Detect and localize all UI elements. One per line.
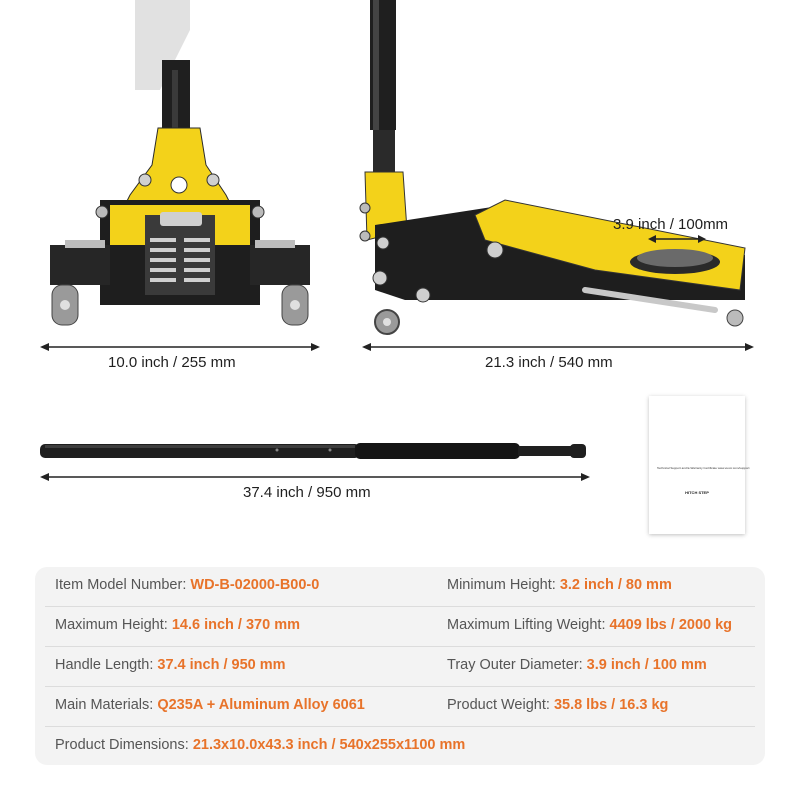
- spec-row: [35, 647, 765, 687]
- handle-length-arrow: [40, 471, 590, 483]
- spec-cell-model: Item Model Number: WD-B-02000-B00-0: [55, 577, 320, 593]
- side-length-label: 21.3 inch / 540 mm: [485, 354, 613, 371]
- spec-cell-dimensions: Product Dimensions: 21.3x10.0x43.3 inch / 540x255x1100 mm: [55, 737, 466, 753]
- spec-cell-weight: Product Weight: 35.8 lbs / 16.3 kg: [447, 697, 669, 713]
- handle-length-label: 37.4 inch / 950 mm: [243, 484, 371, 501]
- spec-cell-max-height: Maximum Height: 14.6 inch / 370 mm: [55, 617, 300, 633]
- saddle-diameter-label: 3.9 inch / 100mm: [613, 216, 729, 233]
- saddle-diameter-arrow: [648, 234, 706, 244]
- spec-table: [35, 567, 765, 765]
- spec-cell-max-weight: Maximum Lifting Weight: 4409 lbs / 2000 kg: [447, 617, 733, 633]
- jack-front-view: [40, 0, 320, 345]
- spec-cell-handle-length: Handle Length: 37.4 inch / 950 mm: [55, 657, 286, 673]
- spec-cell-min-height: Minimum Height: 3.2 inch / 80 mm: [447, 577, 672, 593]
- spec-cell-tray-diameter: Tray Outer Diameter: 3.9 inch / 100 mm: [447, 657, 707, 673]
- front-width-arrow: [40, 341, 320, 353]
- spec-row: [35, 607, 765, 647]
- spec-cell-materials: Main Materials: Q235A + Aluminum Alloy 6061: [55, 697, 365, 713]
- manual-text-line: Technical Support and E-Warranty Certificate www.vevor.com/support: [657, 466, 750, 470]
- spec-row: [35, 687, 765, 727]
- user-manual-image: [649, 396, 750, 534]
- jack-side-view: [345, 0, 765, 345]
- spec-row: [35, 727, 765, 767]
- front-width-label: 10.0 inch / 255 mm: [108, 354, 236, 371]
- spec-row: [35, 567, 765, 607]
- handle-image: [40, 440, 590, 464]
- manual-title: HITCH STEP: [685, 490, 709, 495]
- side-length-arrow: [362, 341, 754, 353]
